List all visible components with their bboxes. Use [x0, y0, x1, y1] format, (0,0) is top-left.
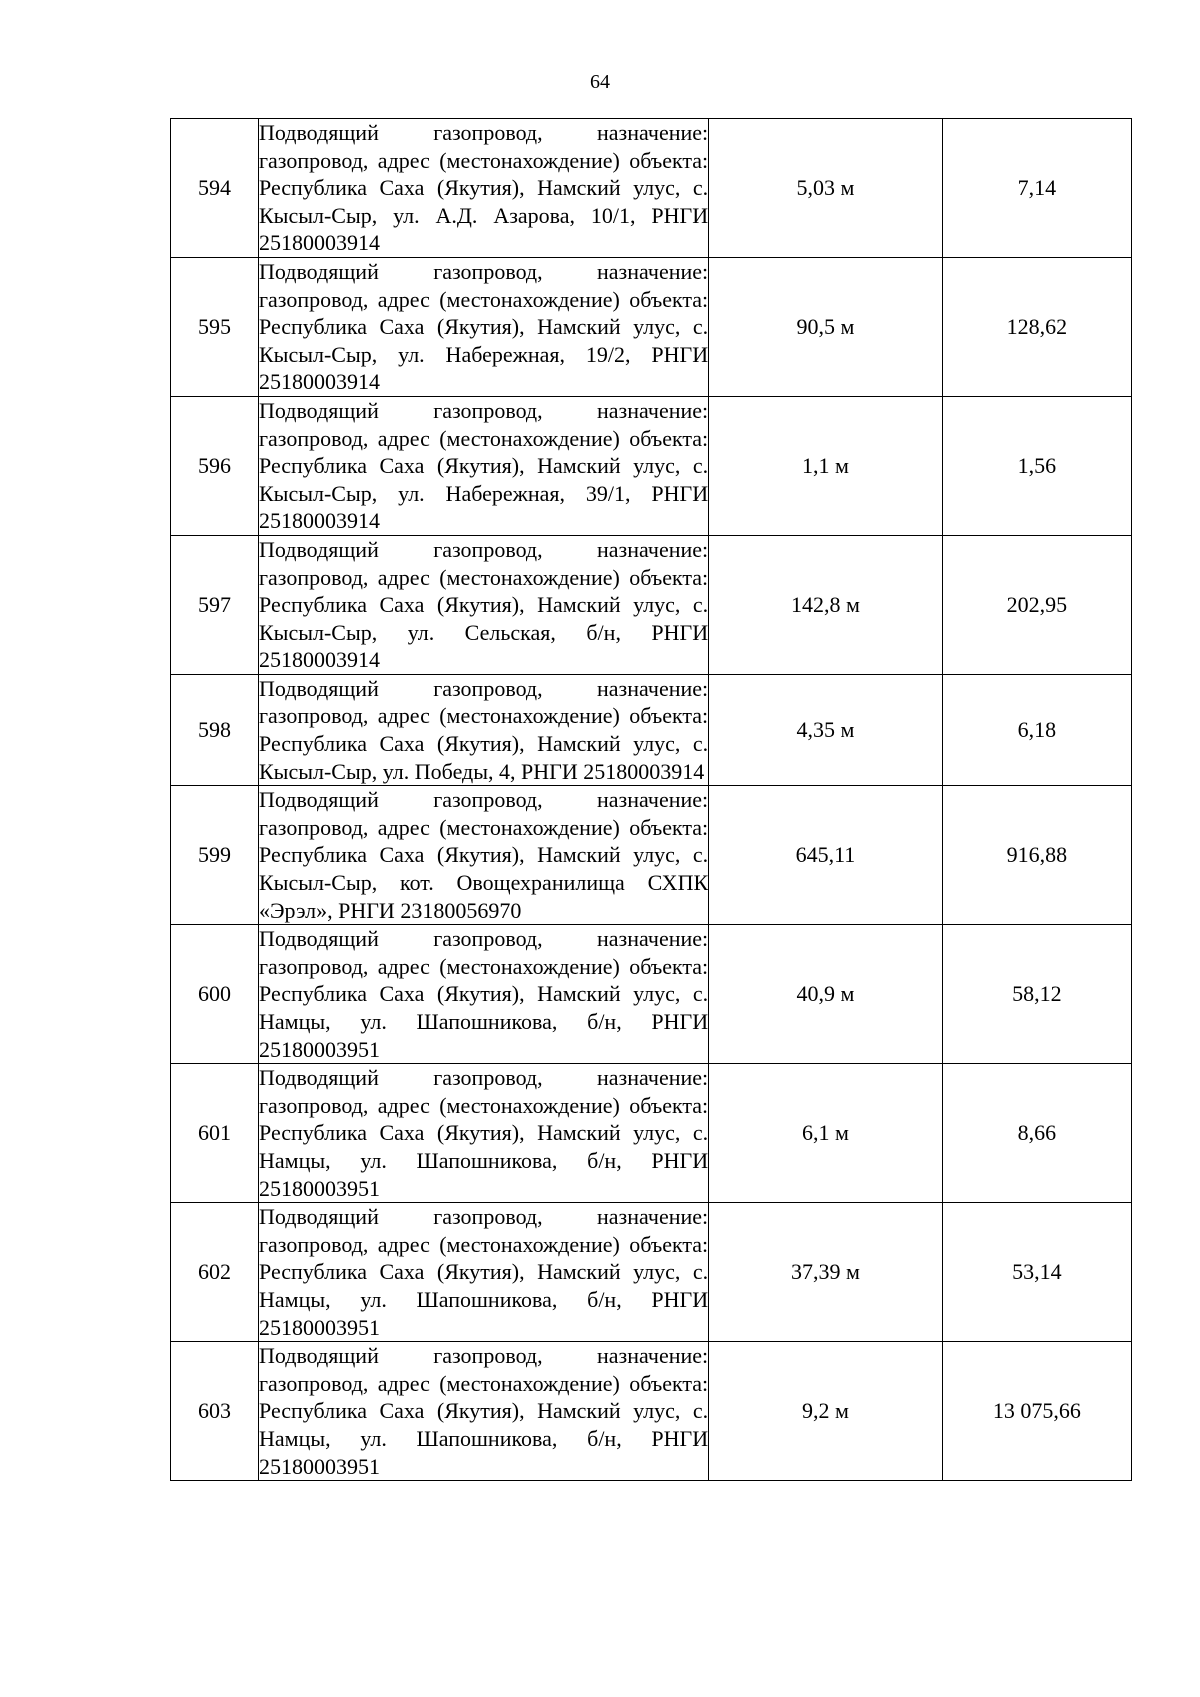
- description-cell: [259, 257, 709, 396]
- length-cell: 142,8 м: [709, 535, 943, 674]
- cost-cell: 53,14: [942, 1203, 1131, 1342]
- row-number-cell: 597: [171, 535, 259, 674]
- row-number-cell: 595: [171, 257, 259, 396]
- table-row: [171, 535, 1132, 674]
- length-cell: 40,9 м: [709, 925, 943, 1064]
- length-cell: 4,35 м: [709, 674, 943, 785]
- cost-cell: 202,95: [942, 535, 1131, 674]
- row-number-cell: 599: [171, 786, 259, 925]
- description-cell: [259, 674, 709, 785]
- cost-cell: 916,88: [942, 786, 1131, 925]
- table-row: [171, 674, 1132, 785]
- table-row: [171, 1203, 1132, 1342]
- cost-cell: 128,62: [942, 257, 1131, 396]
- description-cell: [259, 535, 709, 674]
- table-row: [171, 396, 1132, 535]
- description-cell: [259, 1342, 709, 1481]
- row-number-cell: 594: [171, 119, 259, 258]
- cost-cell: 7,14: [942, 119, 1131, 258]
- description-text: Подводящий газопровод, назначение: газопровод, адрес (местонахождение) объекта: Республика Саха (Якутия), Намский улус, с. Кысыл-Сыр, ул. Победы, 4, РНГИ 25180003914: [259, 675, 709, 784]
- description-cell: [259, 119, 709, 258]
- registry-table: [170, 118, 1132, 1481]
- description-cell: [259, 1064, 709, 1203]
- table-row: [171, 925, 1132, 1064]
- cost-cell: 6,18: [942, 674, 1131, 785]
- length-cell: 6,1 м: [709, 1064, 943, 1203]
- table-row: [171, 786, 1132, 925]
- description-text: Подводящий газопровод, назначение: газопровод, адрес (местонахождение) объекта: Республика Саха (Якутия), Намский улус, с. Намцы, ул. Шапошникова, б/н, РНГИ 25180003951: [259, 1065, 709, 1201]
- table-row: [171, 1342, 1132, 1481]
- row-number-cell: 600: [171, 925, 259, 1064]
- length-cell: 5,03 м: [709, 119, 943, 258]
- description-cell: [259, 925, 709, 1064]
- row-number-cell: 598: [171, 674, 259, 785]
- row-number-cell: 602: [171, 1203, 259, 1342]
- cost-cell: 8,66: [942, 1064, 1131, 1203]
- length-cell: 645,11: [709, 786, 943, 925]
- cost-cell: 1,56: [942, 396, 1131, 535]
- description-text: Подводящий газопровод, назначение: газопровод, адрес (местонахождение) объекта: Республика Саха (Якутия), Намский улус, с. Намцы, ул. Шапошникова, б/н, РНГИ 25180003951: [259, 1343, 709, 1479]
- description-cell: [259, 1203, 709, 1342]
- cost-cell: 58,12: [942, 925, 1131, 1064]
- description-text: Подводящий газопровод, назначение: газопровод, адрес (местонахождение) объекта: Республика Саха (Якутия), Намский улус, с. Кысыл-Сыр, ул. А.Д. Азарова, 10/1, РНГИ 25180003914: [259, 120, 709, 256]
- description-text: Подводящий газопровод, назначение: газопровод, адрес (местонахождение) объекта: Республика Саха (Якутия), Намский улус, с. Кысыл-Сыр, кот. Овощехранилища СХПК «Эрэл», РНГИ 23180056970: [259, 787, 709, 923]
- table-row: [171, 119, 1132, 258]
- length-cell: 1,1 м: [709, 396, 943, 535]
- description-text: Подводящий газопровод, назначение: газопровод, адрес (местонахождение) объекта: Республика Саха (Якутия), Намский улус, с. Кысыл-Сыр, ул. Сельская, б/н, РНГИ 25180003914: [259, 536, 709, 673]
- cost-cell: 13 075,66: [942, 1342, 1131, 1481]
- row-number-cell: 603: [171, 1342, 259, 1481]
- description-text: Подводящий газопровод, назначение: газопровод, адрес (местонахождение) объекта: Республика Саха (Якутия), Намский улус, с. Намцы, ул. Шапошникова, б/н, РНГИ 25180003951: [259, 1204, 709, 1340]
- row-number-cell: 601: [171, 1064, 259, 1203]
- description-text: Подводящий газопровод, назначение: газопровод, адрес (местонахождение) объекта: Республика Саха (Якутия), Намский улус, с. Кысыл-Сыр, ул. Набережная, 19/2, РНГИ 25180003914: [259, 258, 709, 395]
- registry-table-body: [171, 119, 1132, 1481]
- page-number: 64: [590, 71, 610, 93]
- row-number-cell: 596: [171, 396, 259, 535]
- length-cell: 9,2 м: [709, 1342, 943, 1481]
- length-cell: 90,5 м: [709, 257, 943, 396]
- table-row: [171, 1064, 1132, 1203]
- description-cell: [259, 786, 709, 925]
- description-text: Подводящий газопровод, назначение: газопровод, адрес (местонахождение) объекта: Республика Саха (Якутия), Намский улус, с. Намцы, ул. Шапошникова, б/н, РНГИ 25180003951: [259, 926, 709, 1062]
- length-cell: 37,39 м: [709, 1203, 943, 1342]
- description-cell: [259, 396, 709, 535]
- description-text: Подводящий газопровод, назначение: газопровод, адрес (местонахождение) объекта: Республика Саха (Якутия), Намский улус, с. Кысыл-Сыр, ул. Набережная, 39/1, РНГИ 25180003914: [259, 397, 709, 534]
- table-row: [171, 257, 1132, 396]
